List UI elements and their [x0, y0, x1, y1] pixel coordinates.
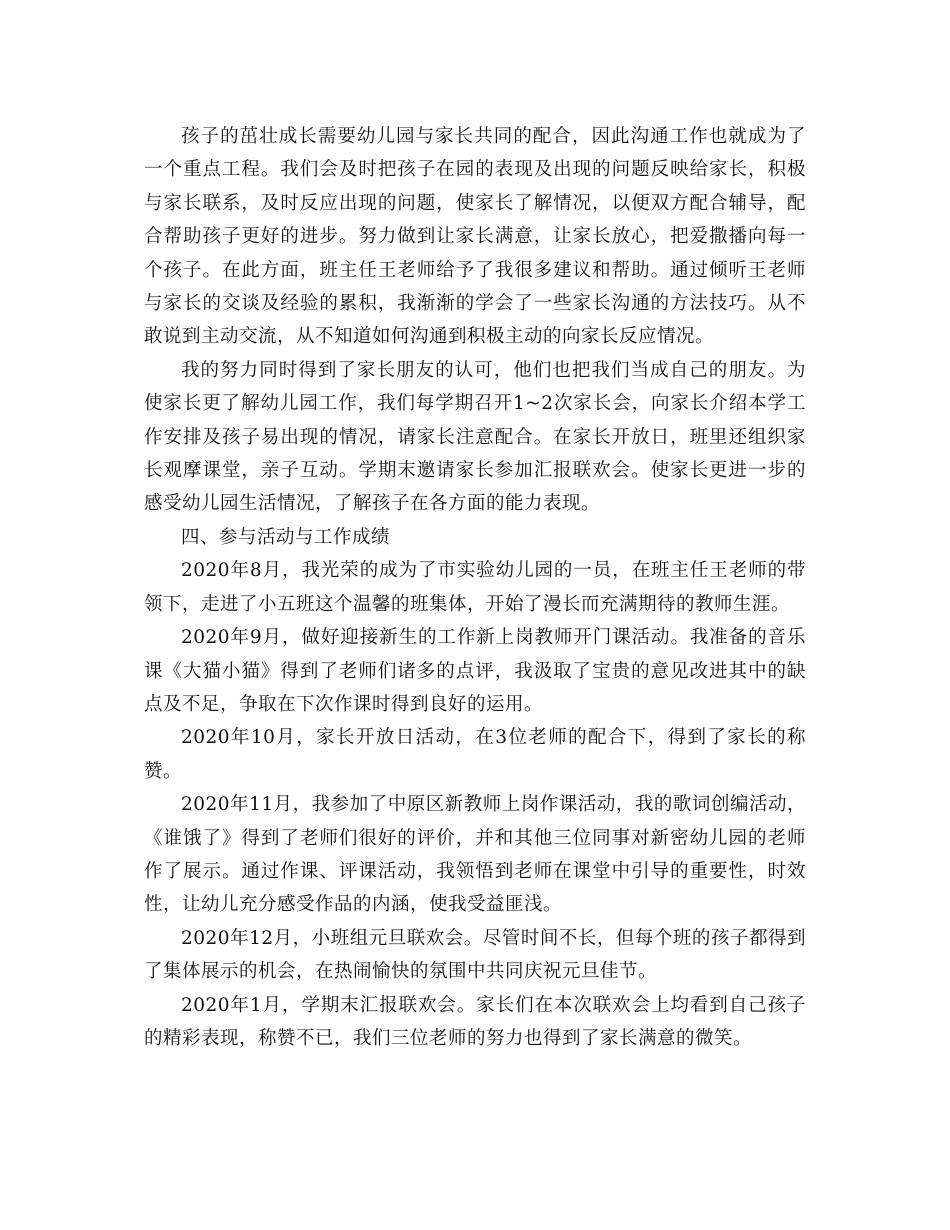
paragraph-parent-communication: 孩子的茁壮成长需要幼儿园与家长共同的配合，因此沟通工作也就成为了一个重点工程。我们会及时把孩子在园的表现及出现的问题反映给家长，积极与家长联系，及时反应出现的问题，使家长了解情况，以便双方配合辅导，配合帮助孩子更好的进步。努力做到让家长满意，让家长放心，把爱撒播向每一个孩子。在此方面，班主任王老师给予了我很多建议和帮助。通过倾听王老师与家长的交谈及经验的累积，我渐渐的学会了一些家长沟通的方法技巧。从不敢说到主动交流，从不知道如何沟通到积极主动的向家长反应情况。 — [144, 126, 806, 348]
paragraph-parent-recognition: 我的努力同时得到了家长朋友的认可，他们也把我们当成自己的朋友。为使家长更了解幼儿园工作，我们每学期召开1~2次家长会，向家长介绍本学工作安排及孩子易出现的情况，请家长注意配合。在家长开放日，班里还组织家长观摩课堂，亲子互动。学期末邀请家长参加汇报联欢会。使家长更进一步的感受幼儿园生活情况，了解孩子在各方面的能力表现。 — [144, 359, 806, 515]
paragraph-2020-january: 2020年1月，学期末汇报联欢会。家长们在本次联欢会上均看到自己孩子的精彩表现，称赞不已，我们三位老师的努力也得到了家长满意的微笑。 — [144, 994, 806, 1049]
paragraph-2020-august: 2020年8月，我光荣的成为了市实验幼儿园的一员，在班主任王老师的带领下，走进了小五班这个温馨的班集体，开始了漫长而充满期待的教师生涯。 — [144, 560, 806, 615]
paragraph-2020-november: 2020年11月，我参加了中原区新教师上岗作课活动，我的歌词创编活动，《谁饿了》得到了老师们很好的评价，并和其他三位同事对新密幼儿园的老师作了展示。通过作课、评课活动，我领悟到老师在课堂中引导的重要性，时效性，让幼儿充分感受作品的内涵，使我受益匪浅。 — [144, 794, 806, 916]
document-body — [144, 120, 806, 1055]
paragraph-2020-september: 2020年9月，做好迎接新生的工作新上岗教师开门课活动。我准备的音乐课《大猫小猫》得到了老师们诸多的点评，我汲取了宝贵的意见改进其中的缺点及不足，争取在下次作课时得到良好的运用。 — [144, 627, 806, 715]
paragraph-2020-december: 2020年12月，小班组元旦联欢会。尽管时间不长，但每个班的孩子都得到了集体展示的机会，在热闹愉快的氛围中共同庆祝元旦佳节。 — [144, 927, 806, 983]
section-heading-activities: 四、参与活动与工作成绩 — [181, 526, 391, 548]
paragraph-2020-october: 2020年10月，家长开放日活动，在3位老师的配合下，得到了家长的称赞。 — [144, 727, 806, 782]
